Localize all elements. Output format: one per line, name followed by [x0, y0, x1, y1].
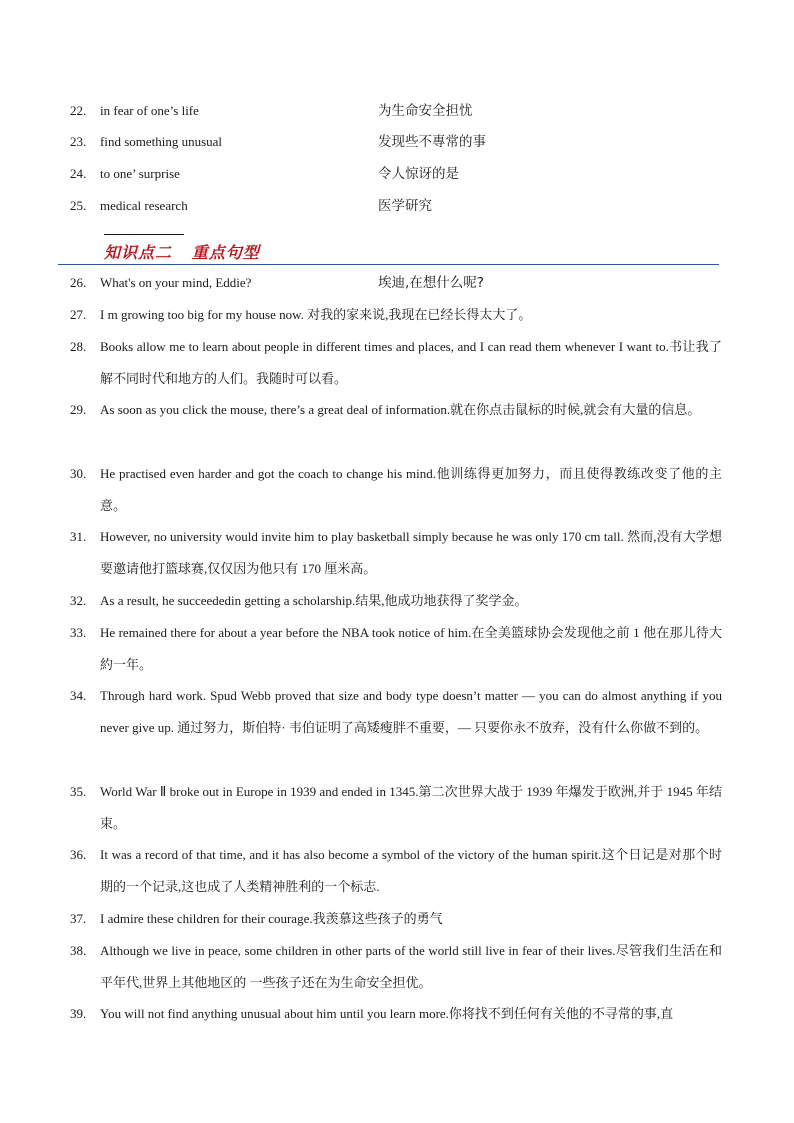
item-number: 26. — [70, 275, 87, 290]
item-number: 23. — [70, 134, 87, 149]
section-title: 知识点二 重点句型 — [104, 243, 260, 262]
sentence-text: I m growing too big for my house now. 对我的家来说,我现在已经长得太大了。 — [100, 307, 532, 322]
item-number: 31. — [70, 529, 87, 544]
phrase-row — [0, 196, 794, 216]
sentence-text: Although we live in peace, some children in other parts of the world still live in fear of their lives.尽管我们生活在和平年代,世界上其他地区的 一些孩子还在为生命安全担优。 — [100, 943, 722, 990]
sentence-text: Through hard work. Spud Webb proved that size and body type doesn’t matter — you can do almost anything if you never give up. 通过努力，斯伯特· 韦伯证明了高矮瘦胖不重要，— 只要你永不放弃，没有什么你做不到的。 — [100, 688, 722, 735]
sentence-text: It was a record of that time, and it has also become a symbol of the victory of the human spirit.这个日记是对那个时期的一个记录,这也成了人类精神胜利的一个标志. — [100, 847, 722, 894]
phrase-english: in fear of one’s life — [100, 103, 199, 118]
sentence-text: I admire these children for their courage.我羡慕这些孩子的勇气 — [100, 911, 443, 926]
item-number: 37. — [70, 911, 87, 926]
item-number: 30. — [70, 466, 87, 481]
phrase-row — [0, 132, 794, 152]
phrase-english: to one’ surprise — [100, 166, 180, 181]
sentence-text: However, no university would invite him to play basketball simply because he was only 170 cm tall. 然而,没有大学想要邀请他打篮球赛,仅仅因为他只有 170 厘米高。 — [100, 529, 722, 576]
phrase-chinese: 令人惊讶的是 — [378, 166, 459, 182]
sentence-text: He remained there for about a year before the NBA took notice of him.在全美篮球协会发现他之前 1 他在那儿待大約一年。 — [100, 625, 722, 672]
item-number: 36. — [70, 847, 87, 862]
phrase-chinese: 医学研究 — [378, 198, 432, 214]
item-number: 28. — [70, 339, 87, 354]
phrase-row — [0, 101, 794, 121]
phrase-chinese: 为生命安全担忧 — [378, 103, 473, 119]
sentence-text: As soon as you click the mouse, there’s a great deal of information.就在你点击鼠标的时候,就会有大量的信息。 — [100, 402, 701, 417]
phrase-row — [0, 164, 794, 184]
item-number: 32. — [70, 593, 87, 608]
item-number: 35. — [70, 784, 87, 799]
item-number: 34. — [70, 688, 87, 703]
section-header — [0, 228, 794, 268]
item-number: 25. — [70, 198, 87, 213]
sentence-text: He practised even harder and got the coach to change his mind.他训练得更加努力，而且使得教练改变了他的主意。 — [100, 466, 722, 513]
section-divider — [58, 264, 719, 265]
item-number: 22. — [70, 103, 87, 118]
item-number: 33. — [70, 625, 87, 640]
phrase-english: find something unusual — [100, 134, 223, 149]
phrase-english: medical research — [100, 198, 188, 213]
sentence-text: As a result, he succeededin getting a scholarship.结果,他成功地获得了奖学金。 — [100, 593, 528, 608]
item-number: 38. — [70, 943, 87, 958]
item-number: 27. — [70, 307, 87, 322]
sentence-text: Books allow me to learn about people in different times and places, and I can read them whenever I want to.书让我了解不同时代和地方的人们。我随时可以看。 — [100, 339, 722, 386]
short-rule — [104, 234, 184, 235]
sentence-english: What's on your mind, Eddie? — [100, 275, 252, 290]
sentence-chinese: 埃迪,在想什么呢? — [378, 275, 484, 291]
phrase-chinese: 发现些不專常的事 — [378, 134, 486, 150]
sentence-text: You will not find anything unusual about him until you learn more.你将找不到任何有关他的不寻常的事,直 — [100, 1006, 674, 1021]
sentence-text: World War Ⅱ broke out in Europe in 1939 and ended in 1345.第二次世界大战于 1939 年爆发于欧洲,并于 1945 年结束。 — [100, 784, 722, 831]
item-number: 39. — [70, 1006, 87, 1021]
item-number: 24. — [70, 166, 87, 181]
item-number: 29. — [70, 402, 87, 417]
